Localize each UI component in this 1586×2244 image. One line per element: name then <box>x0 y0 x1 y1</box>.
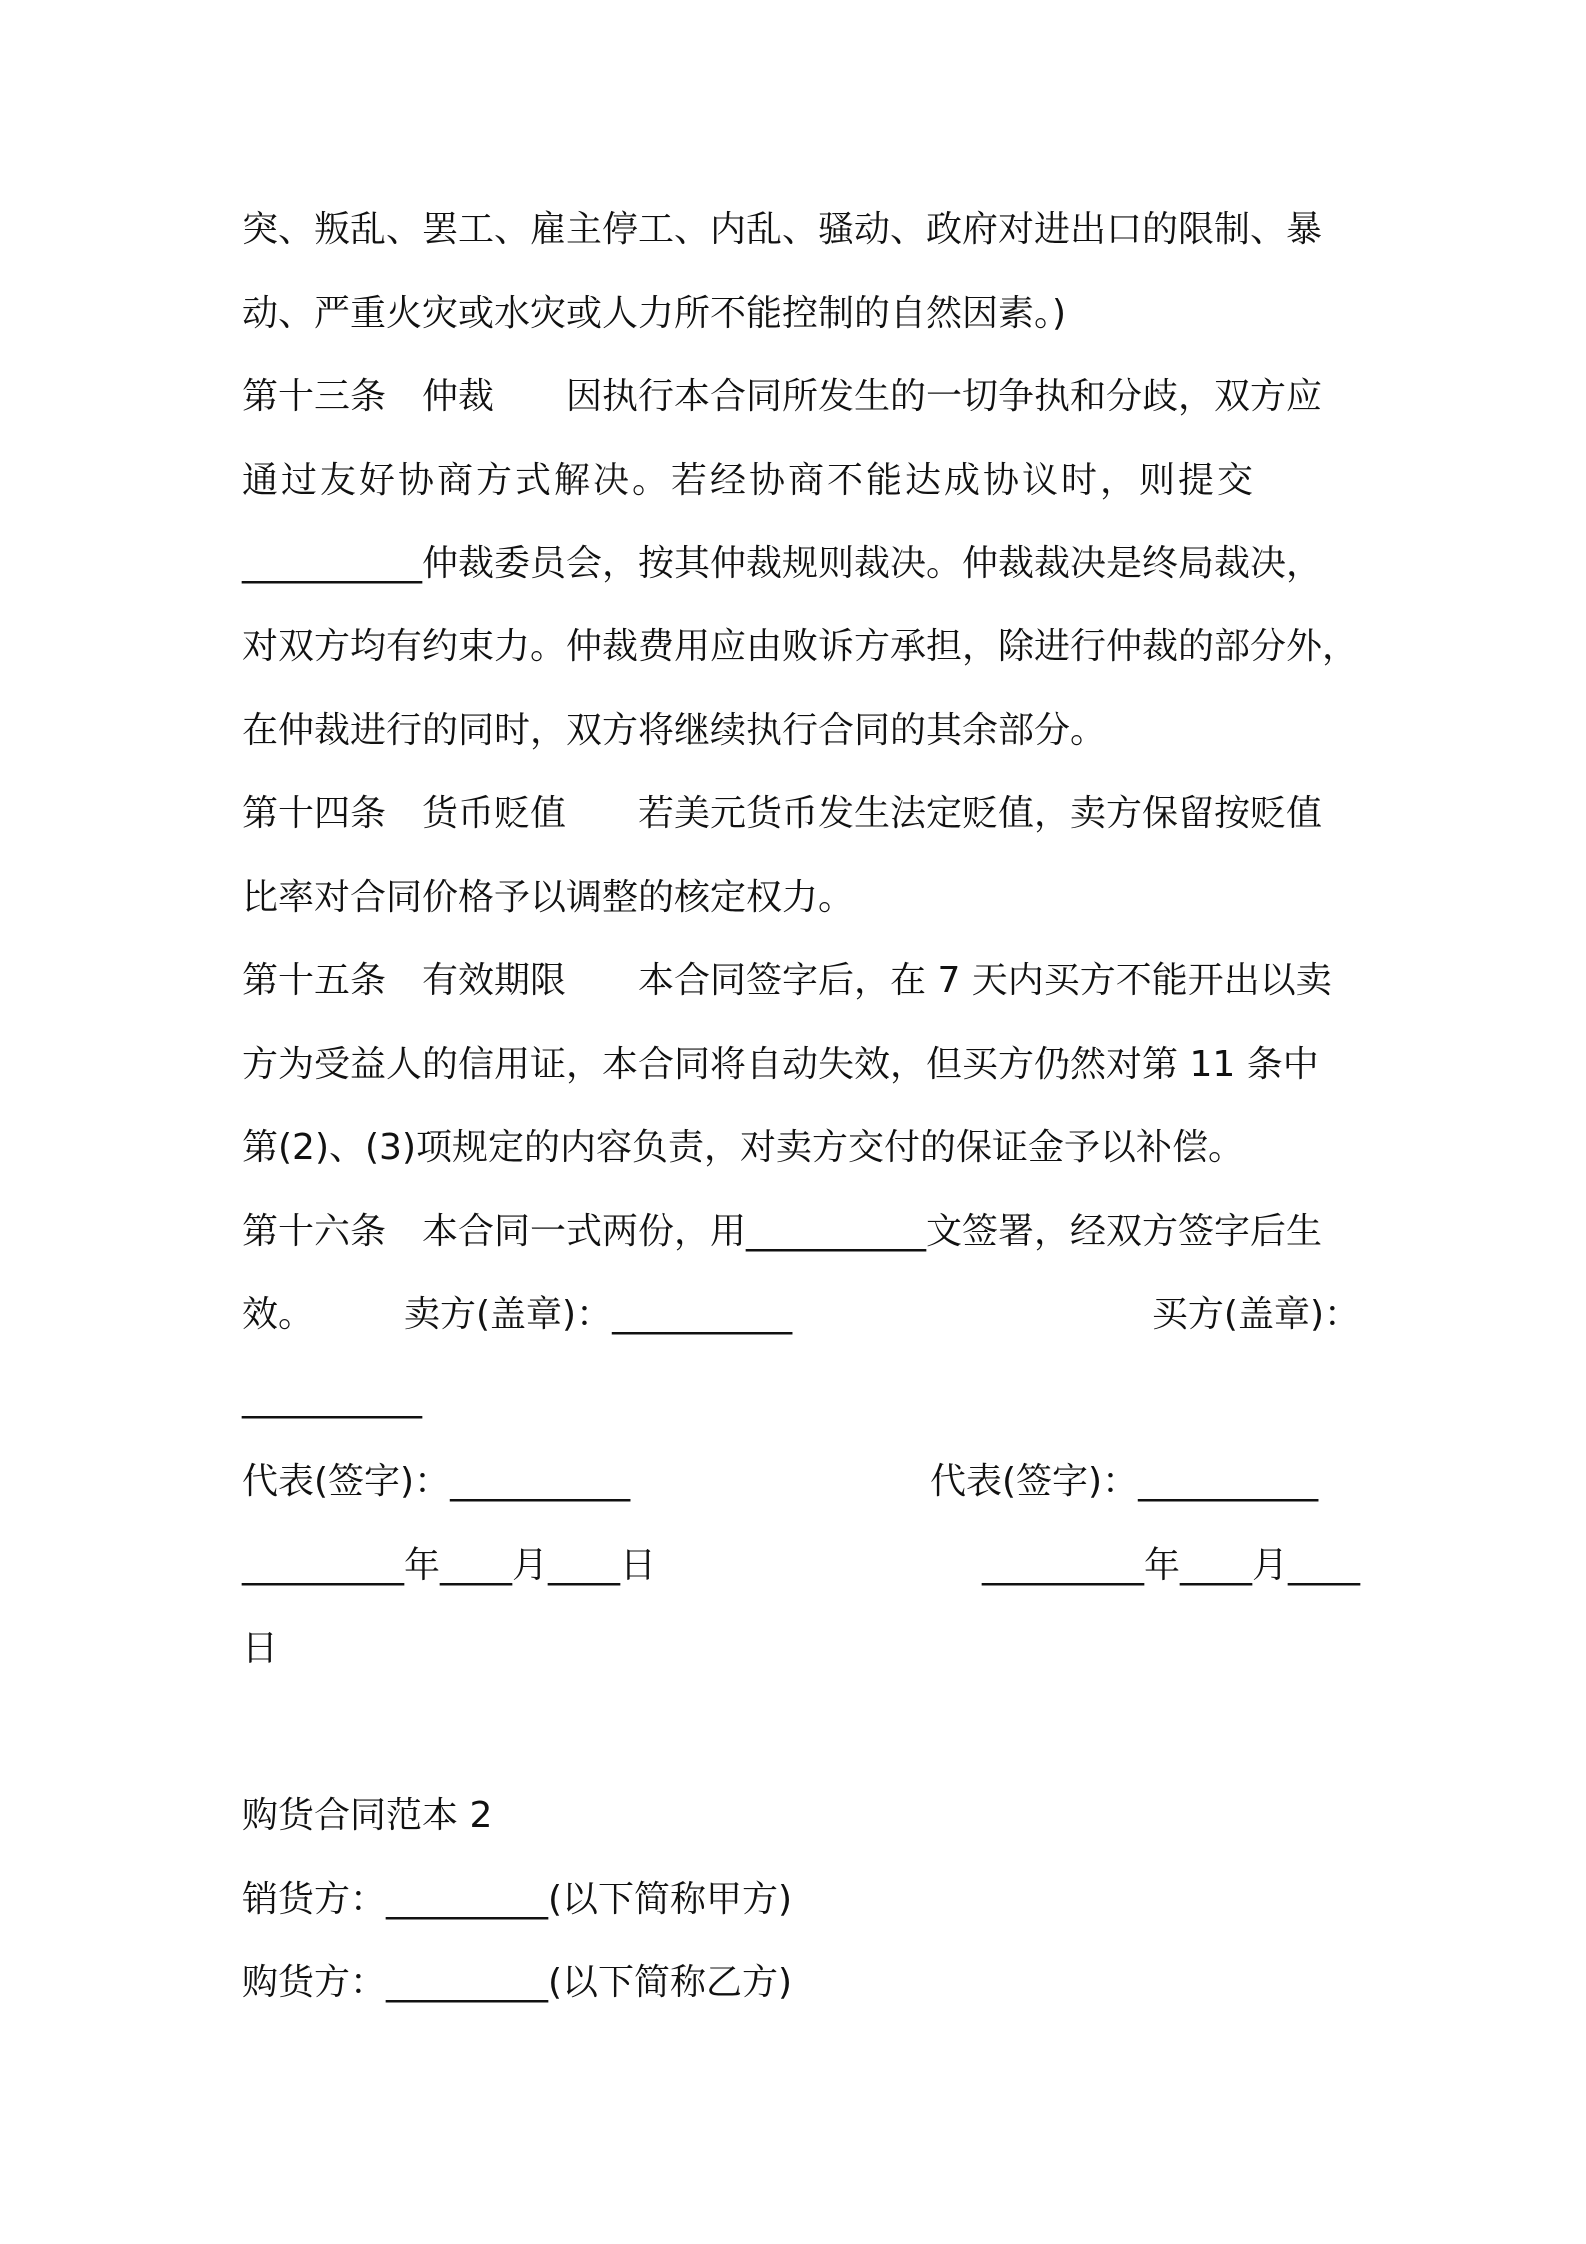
seller-representative-label: 代表(签字)：__________ <box>242 1461 631 1502</box>
article-14-heading-line: 第十四条 货币贬值 若美元货币发生法定贬值，卖方保留按贬值 <box>242 793 1323 834</box>
buyer-date-field: _________年____月____ <box>982 1545 1360 1586</box>
text-line-force-majeure-2: 动、严重火灾或水灾或人力所不能控制的自然因素。) <box>242 293 1067 334</box>
article-14-line-2: 比率对合同价格予以调整的核定权力。 <box>242 877 855 918</box>
article-15-heading-line: 第十五条 有效期限 本合同签字后，在 7 天内买方不能开出以卖 <box>242 960 1332 1001</box>
signature-row-representative <box>242 1457 1360 1507</box>
article-13-heading-line: 第十三条 仲裁 因执行本合同所发生的一切争执和分歧，双方应 <box>242 376 1323 417</box>
article-13-line-5: 在仲裁进行的同时，双方将继续执行合同的其余部分。 <box>242 710 1107 751</box>
article-13-line-2: 通过友好协商方式解决。若经协商不能达成协议时，则提交 <box>242 460 1257 501</box>
buyer-representative-label: 代表(签字)：__________ <box>930 1461 1319 1502</box>
buyer-party-line: 购货方：_________(以下简称乙方) <box>242 1962 793 2003</box>
buyer-date-day-suffix: 日 <box>242 1628 279 1669</box>
article-15-line-2: 方为受益人的信用证，本合同将自动失效，但买方仍然对第 11 条中 <box>242 1044 1319 1085</box>
seller-date-field: _________年____月____日 <box>242 1545 656 1586</box>
buyer-seal-label: 买方(盖章)： <box>1151 1294 1360 1335</box>
article-15-line-3: 第(2)、(3)项规定的内容负责，对卖方交付的保证金予以补偿。 <box>242 1127 1244 1168</box>
article-16-heading-line: 第十六条 本合同一式两份，用__________文签署，经双方签字后生 <box>242 1211 1323 1252</box>
signature-row-seal <box>242 1290 1360 1340</box>
seller-seal-label: 效。 卖方(盖章)：__________ <box>242 1294 793 1335</box>
signature-row-date <box>242 1541 1360 1591</box>
seller-party-line: 销货方：_________(以下简称甲方) <box>242 1879 793 1920</box>
text-line-force-majeure-1: 突、叛乱、罢工、雇主停工、内乱、骚动、政府对进出口的限制、暴 <box>242 209 1323 250</box>
buyer-seal-blank: __________ <box>242 1378 422 1419</box>
article-13-line-3: __________仲裁委员会，按其仲裁规则裁决。仲裁裁决是终局裁决， <box>242 543 1323 584</box>
section-title-template-2: 购货合同范本 2 <box>242 1795 493 1836</box>
article-13-line-4: 对双方均有约束力。仲裁费用应由败诉方承担，除进行仲裁的部分外， <box>242 626 1359 667</box>
